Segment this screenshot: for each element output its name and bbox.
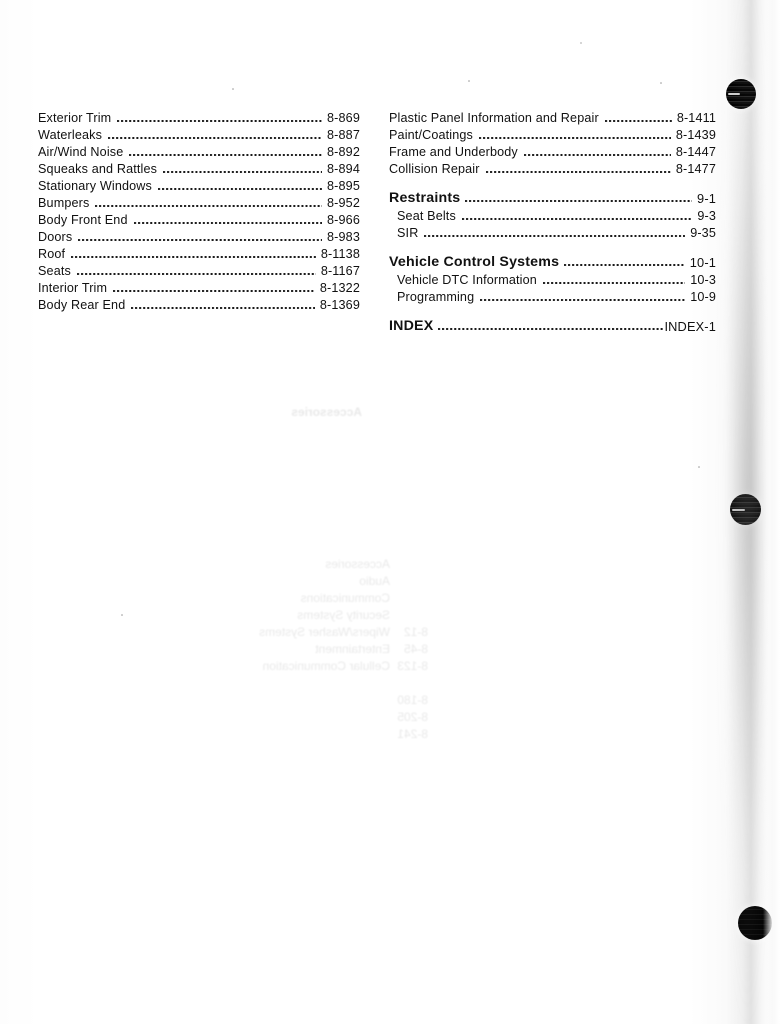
toc-entry[interactable] (38, 295, 360, 312)
toc-entry-title: Body Front End (38, 213, 128, 227)
toc-group-gap (389, 176, 716, 185)
dot-leader (134, 215, 322, 227)
toc-entry-title: Interior Trim (38, 281, 108, 295)
toc-entry-page-number: 8-1439 (675, 128, 716, 142)
dot-leader (71, 249, 316, 261)
toc-entry-title: Paint/Coatings (389, 128, 474, 142)
toc-entry-title: Programming (397, 290, 475, 304)
toc-entry-page-number: 8-1138 (320, 247, 360, 261)
toc-entry-title: Restraints (389, 190, 461, 206)
toc-entry-page-number: 10-1 (689, 255, 716, 270)
dot-leader (108, 130, 322, 142)
dot-leader (78, 232, 322, 244)
toc-entry-title: Stationary Windows (38, 179, 152, 193)
toc-entry-title: Squeaks and Rattles (38, 162, 158, 176)
dot-leader (77, 266, 316, 278)
toc-section-heading[interactable] (389, 313, 716, 334)
toc-group-gap (389, 304, 716, 313)
toc-entry-page-number: 8-887 (327, 128, 360, 142)
toc-entry[interactable] (389, 125, 716, 142)
toc-entry-page-number: 8-952 (327, 196, 360, 210)
dot-leader (117, 113, 322, 125)
dot-leader (131, 300, 315, 312)
dot-leader (129, 147, 322, 159)
toc-entry[interactable] (38, 227, 360, 244)
toc-entry-title: SIR (397, 226, 419, 240)
punch-highlight (732, 509, 745, 511)
toc-entry-page-number: 8-869 (327, 111, 360, 125)
toc-entry-title: Seat Belts (397, 209, 456, 223)
toc-section-heading[interactable] (389, 185, 716, 206)
toc-entry-title: Body Rear End (38, 298, 126, 312)
binding-hole-middle (730, 494, 761, 525)
toc-entry[interactable] (38, 193, 360, 210)
toc-entry[interactable] (38, 142, 360, 159)
toc-entry-page-number: INDEX-1 (664, 319, 716, 334)
toc-entry-page-number: 10-9 (690, 290, 716, 304)
toc-entry-title: Waterleaks (38, 128, 103, 142)
dot-leader (438, 322, 663, 334)
toc-entry-title: Air/Wind Noise (38, 145, 124, 159)
toc-entry-page-number: 8-1411 (676, 111, 716, 125)
toc-entry[interactable] (38, 278, 360, 295)
toc-entry[interactable] (389, 223, 716, 240)
dot-leader (524, 147, 671, 159)
toc-entry-title: Roof (38, 247, 66, 261)
toc-entry-title: Plastic Panel Information and Repair (389, 111, 599, 125)
dot-leader (424, 228, 685, 240)
toc-entry-page-number: 8-895 (327, 179, 360, 193)
toc-entry-page-number: 9-1 (697, 191, 716, 206)
dot-leader (163, 164, 322, 176)
toc-entry[interactable] (38, 176, 360, 193)
toc-entry-page-number: 8-966 (327, 213, 360, 227)
toc-entry[interactable] (38, 261, 360, 278)
dot-leader (465, 194, 692, 206)
dot-leader (113, 283, 315, 295)
toc-entry-page-number: 8-1322 (319, 281, 360, 295)
toc-entry[interactable] (389, 159, 716, 176)
toc-entry-page-number: 8-1477 (675, 162, 716, 176)
toc-entry[interactable] (389, 142, 716, 159)
toc-entry-page-number: 9-35 (690, 226, 716, 240)
toc-entry-title: INDEX (389, 318, 434, 334)
toc-entry-title: Frame and Underbody (389, 145, 518, 159)
binding-hole-top (726, 79, 756, 109)
dot-leader (605, 113, 672, 125)
toc-entry[interactable] (38, 159, 360, 176)
toc-column-right (389, 108, 716, 334)
toc-entry-page-number: 8-894 (327, 162, 360, 176)
toc-entry-page-number: 8-1369 (319, 298, 360, 312)
dot-leader (479, 130, 671, 142)
dot-leader (486, 164, 671, 176)
toc-entry-title: Seats (38, 264, 71, 278)
toc-entry[interactable] (38, 108, 360, 125)
binding-hole-bottom (738, 906, 772, 940)
toc-entry[interactable] (38, 210, 360, 227)
toc-entry-title: Exterior Trim (38, 111, 112, 125)
toc-entry-title: Collision Repair (389, 162, 480, 176)
dot-leader (564, 258, 685, 270)
dot-leader (462, 211, 692, 223)
toc-entry[interactable] (389, 108, 716, 125)
toc-entry[interactable] (38, 125, 360, 142)
toc-entry-page-number: 10-3 (690, 273, 716, 287)
toc-entry[interactable] (38, 244, 360, 261)
toc-entry-page-number: 9-3 (697, 209, 716, 223)
dot-leader (158, 181, 322, 193)
toc-column-left (38, 108, 360, 312)
toc-entry[interactable] (389, 287, 716, 304)
toc-section-heading[interactable] (389, 249, 716, 270)
toc-entry[interactable] (389, 206, 716, 223)
toc-entry-page-number: 8-1167 (320, 264, 360, 278)
toc-entry-title: Bumpers (38, 196, 90, 210)
toc-group-gap (389, 240, 716, 249)
punch-highlight (728, 93, 741, 95)
toc-entry[interactable] (389, 270, 716, 287)
toc-entry-title: Doors (38, 230, 73, 244)
dot-leader (480, 292, 685, 304)
dot-leader (543, 275, 685, 287)
toc-entry-page-number: 8-1447 (675, 145, 716, 159)
toc-entry-title: Vehicle DTC Information (397, 273, 537, 287)
toc-entry-page-number: 8-983 (327, 230, 360, 244)
toc-entry-page-number: 8-892 (327, 145, 360, 159)
toc-entry-title: Vehicle Control Systems (389, 254, 560, 270)
dot-leader (95, 198, 322, 210)
